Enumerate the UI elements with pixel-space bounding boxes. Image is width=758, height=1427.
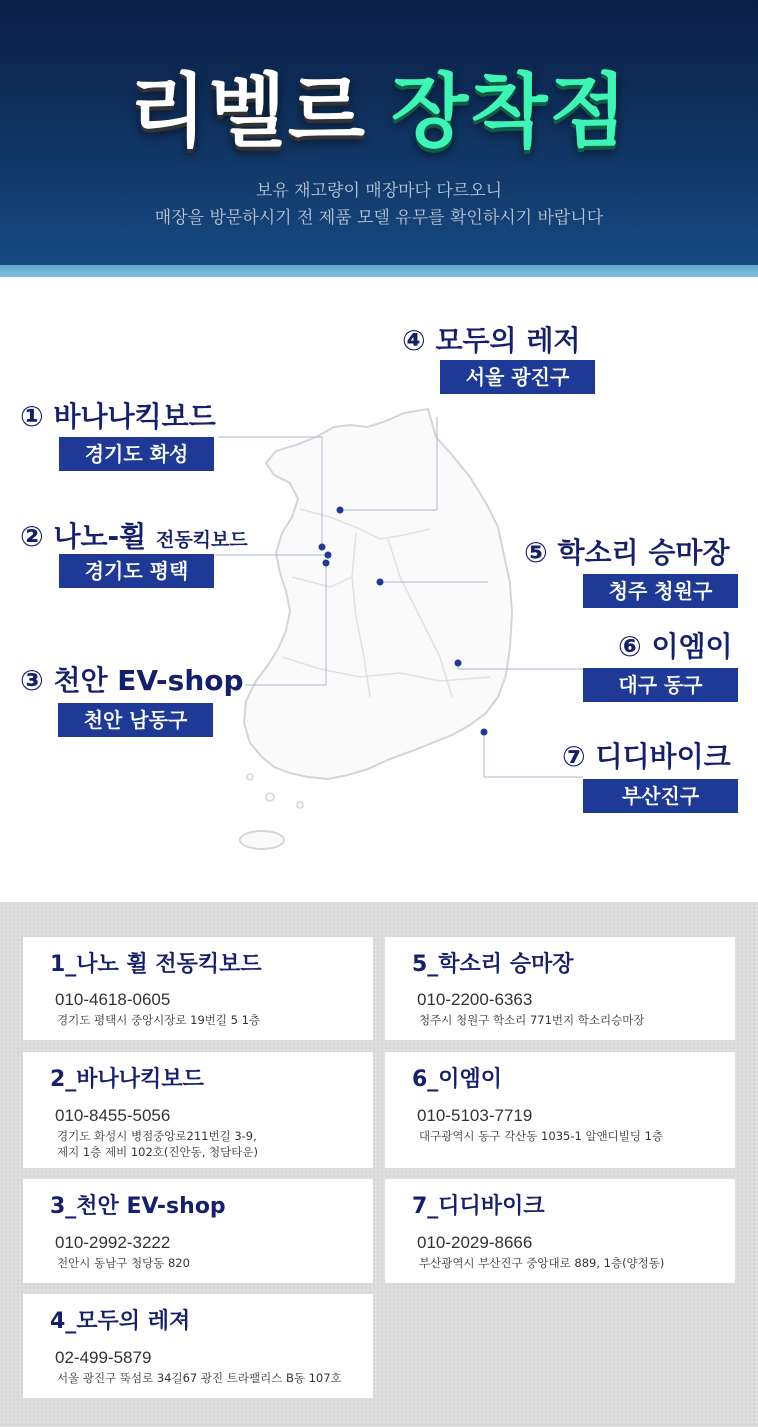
subtitle-line-2: 매장을 방문하시기 전 제품 모델 유무를 확인하시기 바랍니다 [154, 208, 604, 228]
store-card-address: 경기도 평택시 중앙시장로 19번길 5 1층 [57, 1013, 261, 1027]
store-card-phone: 010-5103-7719 [417, 1106, 533, 1125]
store-card-5 [385, 937, 735, 1040]
store-card-7 [385, 1179, 735, 1283]
store-5-title [524, 536, 730, 569]
store-card-phone: 010-2200-6363 [417, 990, 533, 1009]
store-card-address: 서울 광진구 뚝섬로 34길67 광진 트라팰리스 B동 107호 [57, 1371, 342, 1385]
page-title-green: 장착점 [391, 65, 629, 158]
store-6-title [618, 630, 733, 663]
location-dot-6 [455, 660, 462, 667]
location-dot-5 [377, 579, 384, 586]
location-dot-2 [325, 552, 332, 559]
store-2-name-small: 전동킥보드 [155, 529, 248, 551]
store-6-tag: 대구 동구 [583, 668, 738, 702]
map-section [0, 277, 758, 902]
store-card-title: 2_바나나킥보드 [50, 1067, 204, 1092]
store-card-3 [23, 1179, 373, 1283]
store-card-title: 1_나노 휠 전동킥보드 [50, 952, 262, 977]
store-card-address: 천안시 동남구 청당동 820 [57, 1256, 190, 1270]
store-4-name: ④ 모두의 레저 [402, 324, 581, 357]
subtitle-line-1: 보유 재고량이 매장마다 다르오니 [255, 181, 503, 201]
store-card-title: 5_학소리 승마장 [412, 952, 574, 977]
store-1-tag: 경기도 화성 [59, 437, 214, 471]
store-4-tag: 서울 광진구 [440, 360, 595, 394]
store-card-phone: 010-2029-8666 [417, 1233, 533, 1252]
store-card-address-line2: 제지 1층 제비 102호(진안동, 청담타운) [57, 1145, 258, 1159]
store-card-address: 경기도 화성시 병점중앙로211번길 3-9, [57, 1129, 257, 1143]
location-dot-3 [323, 560, 330, 567]
store-card-title: 7_디디바이크 [412, 1194, 545, 1219]
page-title [0, 65, 758, 158]
store-card-2 [23, 1052, 373, 1168]
store-card-6 [385, 1052, 735, 1168]
location-dot-7 [481, 729, 488, 736]
store-card-phone: 010-4618-0605 [55, 990, 171, 1009]
store-card-address: 청주시 청원구 학소리 771번지 학소리승마장 [419, 1013, 645, 1027]
header-divider-stripe [0, 265, 758, 277]
store-card-4 [23, 1294, 373, 1398]
store-card-title: 3_천안 EV-shop [50, 1194, 226, 1219]
store-card-address: 대구광역시 동구 각산동 1035-1 알앤디빌딩 1층 [419, 1129, 664, 1143]
korea-mainland-outline [244, 409, 512, 779]
store-2-title [20, 520, 248, 553]
store-3-name: ③ 천안 EV-shop [20, 664, 244, 697]
store-3-title [20, 664, 244, 697]
header-banner [0, 0, 758, 265]
store-card-phone: 02-499-5879 [55, 1348, 152, 1367]
store-5-name: ⑤ 학소리 승마장 [524, 536, 730, 569]
location-dot-4 [337, 507, 344, 514]
store-2-name: ② 나노-휠 [20, 520, 156, 553]
store-card-phone: 010-8455-5056 [55, 1106, 171, 1125]
store-card-phone: 010-2992-3222 [55, 1233, 171, 1252]
store-7-tag: 부산진구 [583, 779, 738, 813]
store-1-title [20, 400, 216, 433]
store-7-title [562, 740, 731, 773]
store-3-tag: 천안 남동구 [58, 703, 213, 737]
store-7-name: ⑦ 디디바이크 [562, 740, 731, 773]
store-card-address: 부산광역시 부산진구 중앙대로 889, 1층(양정동) [419, 1256, 665, 1270]
store-1-name: ① 바나나킥보드 [20, 400, 216, 433]
store-card-title: 6_이엠이 [412, 1067, 503, 1092]
store-4-title [402, 324, 581, 357]
page-title-white: 리벨르 [129, 65, 367, 158]
jeju-island [240, 831, 284, 849]
store-2-tag: 경기도 평택 [59, 554, 214, 588]
store-5-tag: 청주 청원구 [583, 574, 738, 608]
location-dot-1 [319, 544, 326, 551]
store-6-name: ⑥ 이엠이 [618, 630, 733, 663]
store-card-title: 4_모두의 레져 [50, 1309, 191, 1334]
store-info-section [0, 902, 758, 1427]
store-card-1 [23, 937, 373, 1040]
